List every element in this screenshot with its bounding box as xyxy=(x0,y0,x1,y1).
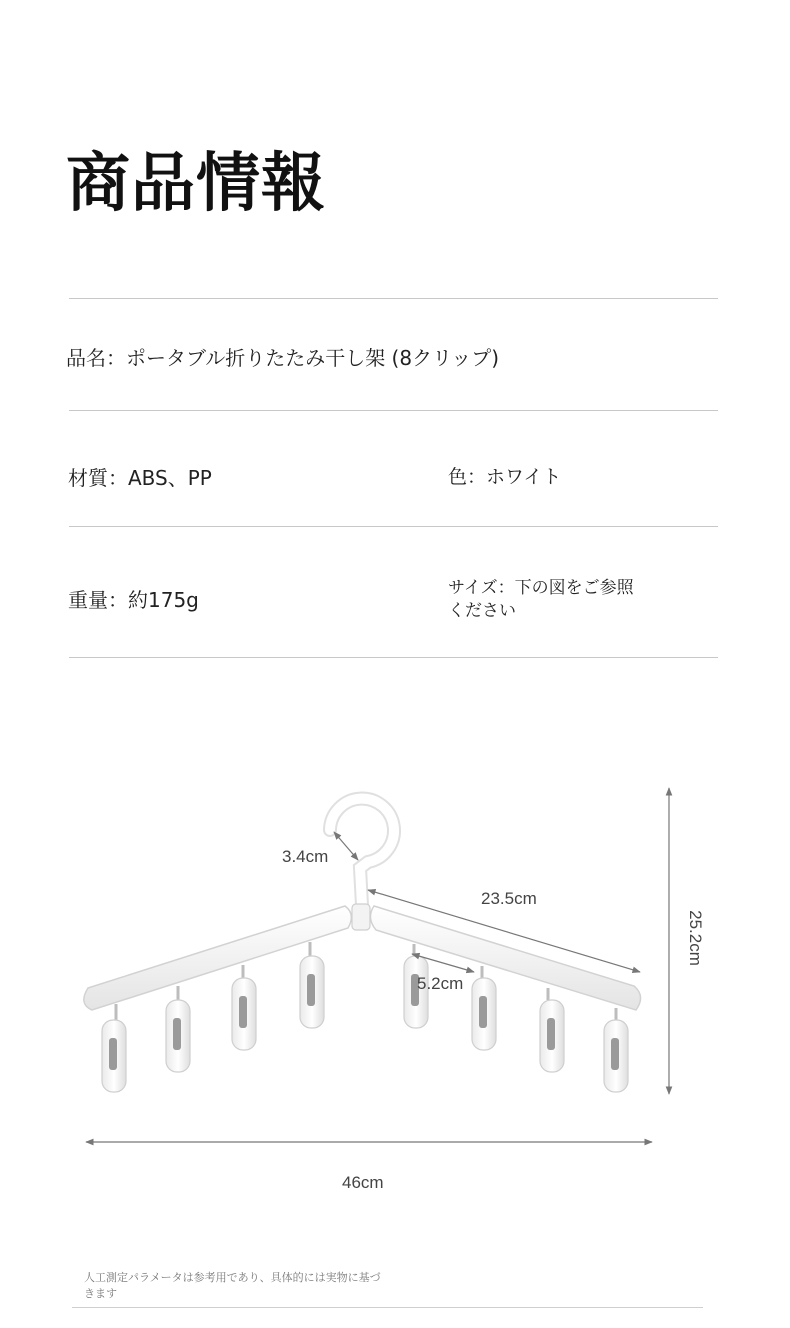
spec-weight: 重量：約175g xyxy=(68,588,199,612)
divider xyxy=(72,1307,703,1308)
hook xyxy=(330,799,394,905)
clip-7 xyxy=(540,988,564,1072)
disclaimer-note: 人工測定パラメータは参考用であり、具体的には実物に基づきます xyxy=(84,1271,381,1300)
clip-spacing-dimension-label: 5.2cm xyxy=(417,974,464,993)
height-dimension-label: 25.2cm xyxy=(686,910,705,966)
clip-6 xyxy=(472,966,496,1050)
clip-2 xyxy=(166,986,190,1072)
clip-8 xyxy=(604,1008,628,1092)
clip-4 xyxy=(300,942,324,1028)
arm-dimension-label: 23.5cm xyxy=(481,889,537,908)
spec-color: 色：ホワイト xyxy=(448,466,562,488)
hook-dimension-label: 3.4cm xyxy=(282,847,329,866)
spec-size: サイズ：下の図をご参照ください xyxy=(448,578,634,621)
page-title: 商品情報 xyxy=(66,147,326,221)
center-hinge xyxy=(352,904,370,930)
hook-dimension-line xyxy=(334,832,358,860)
clip-1 xyxy=(102,1004,126,1092)
spec-material: 材質：ABS、PP xyxy=(68,466,212,490)
width-dimension-label: 46cm xyxy=(342,1173,384,1192)
clip-3 xyxy=(232,965,256,1050)
spec-product-name: 品名：ポータブル折りたたみ干し架 (8クリップ) xyxy=(66,346,500,370)
